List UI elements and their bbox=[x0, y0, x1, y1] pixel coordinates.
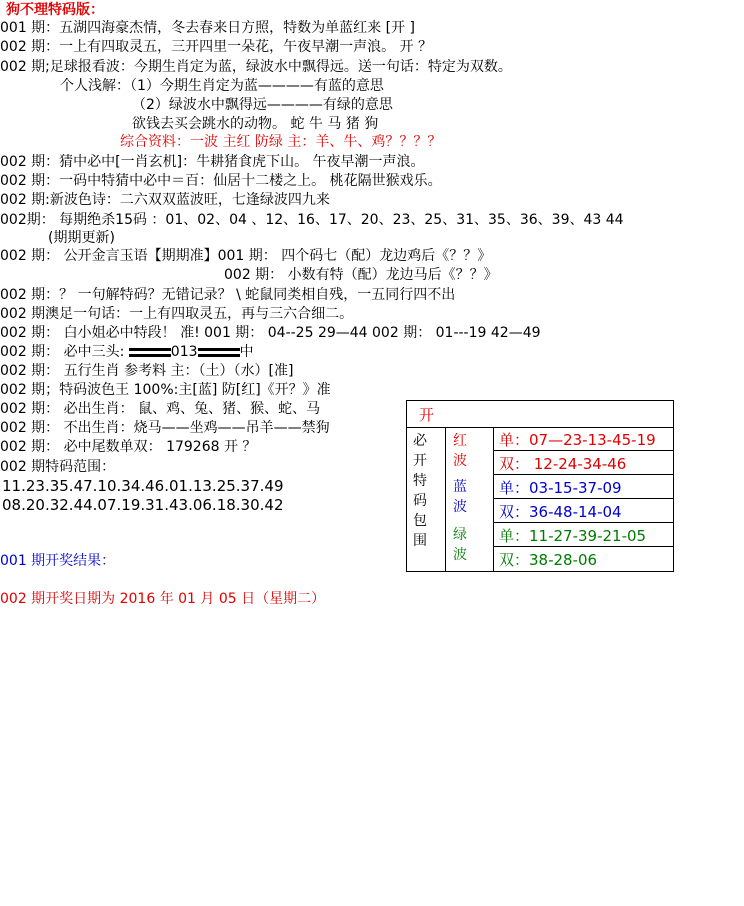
line-macau-sentence: 002 期澳足一句话：一上有四取灵五，再与三六合细二。 bbox=[0, 306, 354, 322]
line-wave-poem: 002 期:新波色诗：二六双双蓝波旺，七逢绿波四九来 bbox=[0, 192, 330, 208]
line-wave-king: 002 期；特码波色王 100%:主[蓝] 防[红]《开？》准 bbox=[0, 382, 331, 398]
bar-symbol-left bbox=[129, 348, 171, 357]
page-title: 狗不理特码版： bbox=[6, 2, 104, 18]
box-row-blue-even: 双：36-48-14-04 bbox=[493, 499, 673, 523]
line-one-code: 002 期：一码中特猜中必中＝百：仙居十二楼之上。 桃花隔世猴戏乐。 bbox=[0, 173, 442, 189]
box-row-red-even: 双： 12-24-34-46 bbox=[493, 451, 673, 475]
line-update-note: (期期更新) bbox=[48, 230, 115, 246]
box-header bbox=[407, 401, 673, 428]
line-must-zodiac: 002 期： 必出生肖： 鼠、鸡、兔、猪、猴、蛇、马 bbox=[0, 401, 321, 417]
special-code-box bbox=[406, 400, 674, 572]
line-range-row-2: 08.20.32.44.07.19.31.43.06.18.30.42 bbox=[2, 496, 284, 514]
three-heads-label: 002 期： 必中三头: bbox=[0, 344, 125, 360]
box-row-blue-odd: 单：03-15-37-09 bbox=[493, 475, 673, 499]
line-no-zodiac: 002 期： 不出生肖：烧马——坐鸡——吊羊——禁狗 bbox=[0, 420, 330, 436]
line-002-poem: 002 期：一上有四取灵五，三开四里一朵花，午夜早潮一声浪。 开 ？ bbox=[0, 39, 433, 55]
line-001-poem: 001 期：五湖四海豪杰情，冬去春来日方照，特数为单蓝红来 [开 ] bbox=[0, 20, 415, 36]
line-tail-number: 002 期： 必中尾数单双： 179268 开 ？ bbox=[0, 439, 257, 455]
wave-red: 红波 bbox=[453, 433, 467, 469]
line-small-number: 002 期： 小数有特（配）龙边马后《？？》 bbox=[224, 267, 498, 283]
line-special-range: 002 期特码范围： bbox=[0, 459, 116, 475]
line-summary: 综合资料：一波 主红 防绿 主：羊、牛、鸡？？？？ bbox=[120, 134, 442, 150]
line-draw-date: 002 期开奖日期为 2016 年 01 月 05 日（星期二） bbox=[0, 591, 326, 607]
box-row-green-odd: 单：11-27-39-21-05 bbox=[493, 523, 673, 547]
box-wave-column bbox=[445, 427, 494, 571]
box-row-green-even: 双：38-28-06 bbox=[499, 551, 598, 569]
line-personal-note-1: 个人浅解：（1）今期生肖定为蓝————有蓝的意思 bbox=[60, 78, 384, 94]
line-zodiac-riddle: 002 期：猜中必中[一肖玄机]：牛耕猪食虎下山。 午夜早潮一声浪。 bbox=[0, 154, 425, 170]
line-football-wave: 002 期;足球报看波：今期生肖定为蓝，绿波水中飘得远。送一句话：特定为双数。 bbox=[0, 59, 512, 75]
box-vertical-column bbox=[407, 427, 446, 571]
wave-green: 绿波 bbox=[453, 527, 467, 563]
line-three-heads bbox=[0, 344, 254, 361]
line-kill-15: 002期： 每期绝杀15码 ：01、02、04 、12、16、17、20、23、25、31、35、36、39、43 44 bbox=[0, 212, 624, 228]
line-range-row-1: 11.23.35.47.10.34.46.01.13.25.37.49 bbox=[2, 477, 284, 495]
three-heads-suffix: 中 bbox=[239, 344, 254, 360]
wave-blue: 蓝波 bbox=[453, 479, 467, 515]
box-header-label: 开 bbox=[419, 406, 435, 424]
line-golden-words: 002 期： 公开金言玉语【期期准】001 期： 四个码七（配）龙边鸡后《？？》 bbox=[0, 248, 492, 264]
line-one-sentence: 002 期：？ 一句解特码？无错记录？ \ 蛇鼠同类相自残，一五同行四不出 bbox=[0, 287, 456, 303]
bar-symbol-right bbox=[198, 348, 240, 357]
line-personal-note-2: （2）绿波水中飘得远————有绿的意思 bbox=[132, 97, 393, 113]
box-row-red-odd: 单：07—23-13-45-19 bbox=[493, 427, 673, 451]
box-vertical-label: 必开特码包围 bbox=[413, 433, 427, 549]
line-draw-result: 001 期开奖结果： bbox=[0, 553, 116, 569]
line-special-segment: 002 期： 白小姐必中特段！ 准! 001 期： 04--25 29—44 002 期： 01---19 42—49 bbox=[0, 325, 541, 341]
three-heads-value: 013 bbox=[170, 344, 198, 360]
line-five-elements: 002 期： 五行生肖 参考料 主：（土）（水）[准] bbox=[0, 363, 294, 379]
line-jump-water: 欲钱去买会跳水的动物。 蛇 牛 马 猪 狗 bbox=[132, 116, 379, 132]
